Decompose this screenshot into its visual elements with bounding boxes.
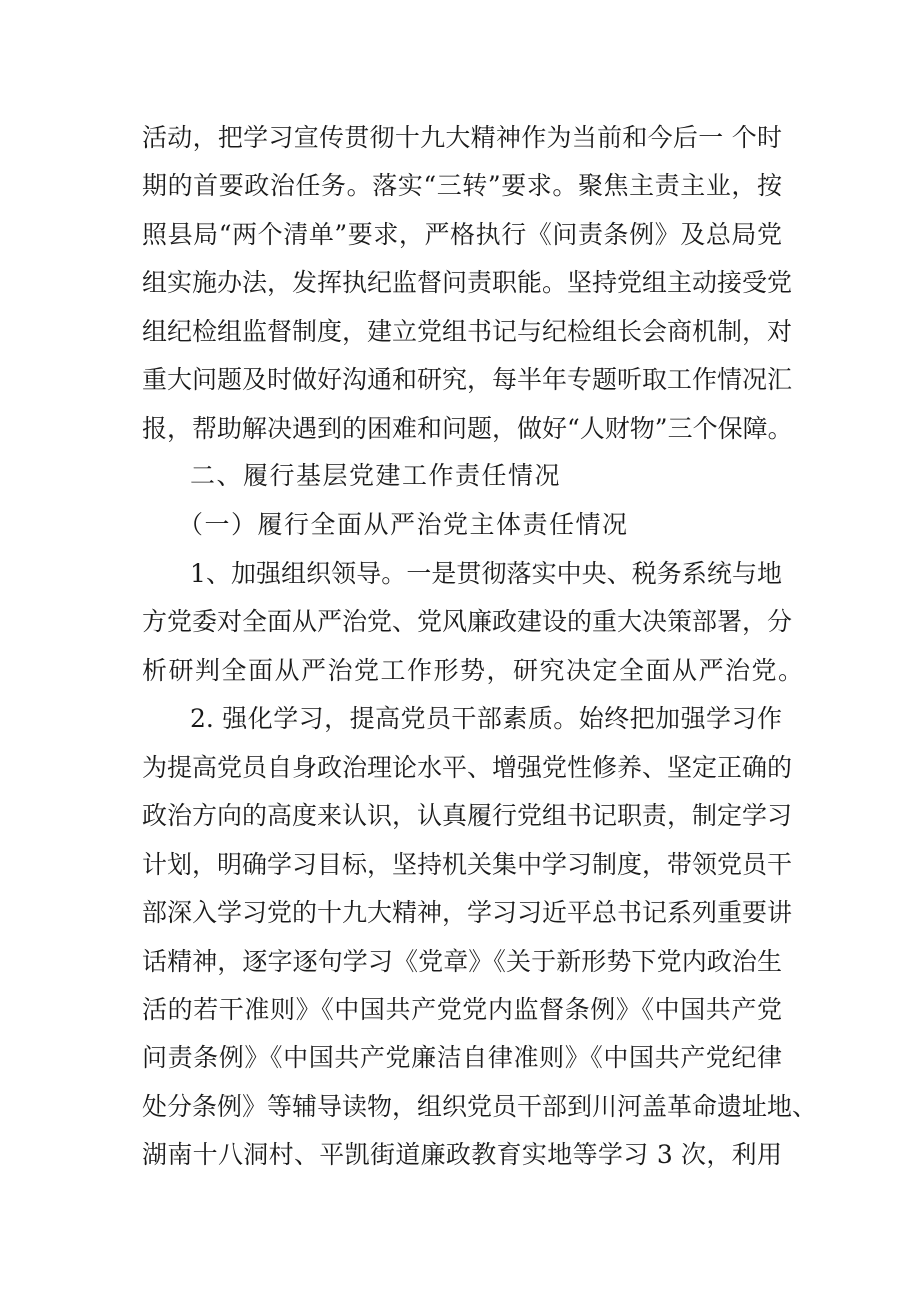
paragraph-line-16: 计划，明确学习目标，坚持机关集中学习制度，带领党员干 [142,850,793,879]
paragraph-line-22: 湖南十八洞村、平凯街道廉政教育实地等学习 3 次，利用 [142,1140,782,1169]
paragraph-line-7: 报，帮助解决遇到的困难和问题，做好“人财物”三个保障。 [142,414,793,443]
paragraph-line-18: 话精神，逐字逐句学习《党章》《关于新形势下党内政治生 [142,947,782,976]
paragraph-line-13: 2. 强化学习，提高党员干部素质。始终把加强学习作 [190,704,782,733]
paragraph-line-14: 为提高党员自身政治理论水平、增强党性修养、坚定正确的 [142,753,793,782]
paragraph-line-10: 1、加强组织领导。一是贯彻落实中央、税务系统与地 [190,559,782,588]
paragraph-line-2: 期的首要政治任务。落实“三转”要求。聚焦主责主业，按 [142,171,782,200]
section-heading: 二、履行基层党建工作责任情况 [190,461,562,490]
paragraph-line-19: 活的若干准则》《中国共产党党内监督条例》《中国共产党 [142,995,782,1024]
paragraph-line-1: 活动，把学习宣传贯彻十九大精神作为当前和今后一 个时 [142,123,782,152]
paragraph-line-5: 组纪检组监督制度，建立党组书记与纪检组长会商机制，对 [142,317,793,346]
paragraph-line-15: 政治方向的高度来认识，认真履行党组书记职责，制定学习 [142,801,793,830]
paragraph-line-12: 析研判全面从严治党工作形势，研究决定全面从严治党。 [142,656,805,685]
paragraph-line-20: 问责条例》《中国共产党廉洁自律准则》《中国共产党纪律 [142,1043,782,1072]
paragraph-line-3: 照县局“两个清单”要求，严格执行《问责条例》及总局党 [142,220,782,249]
paragraph-line-4: 组实施办法，发挥执纪监督问责职能。坚持党组主动接受党 [142,268,793,297]
paragraph-line-6: 重大问题及时做好沟通和研究，每半年专题听取工作情况汇 [142,365,793,394]
paragraph-line-21: 处分条例》等辅导读物，组织党员干部到川河盖革命遗址地、 [142,1092,818,1121]
paragraph-line-17: 部深入学习党的十九大精神，学习习近平总书记系列重要讲 [142,898,793,927]
paragraph-line-11: 方党委对全面从严治党、党风廉政建设的重大决策部署，分 [142,607,793,636]
subsection-heading: （一）履行全面从严治党主体责任情况 [178,510,629,539]
